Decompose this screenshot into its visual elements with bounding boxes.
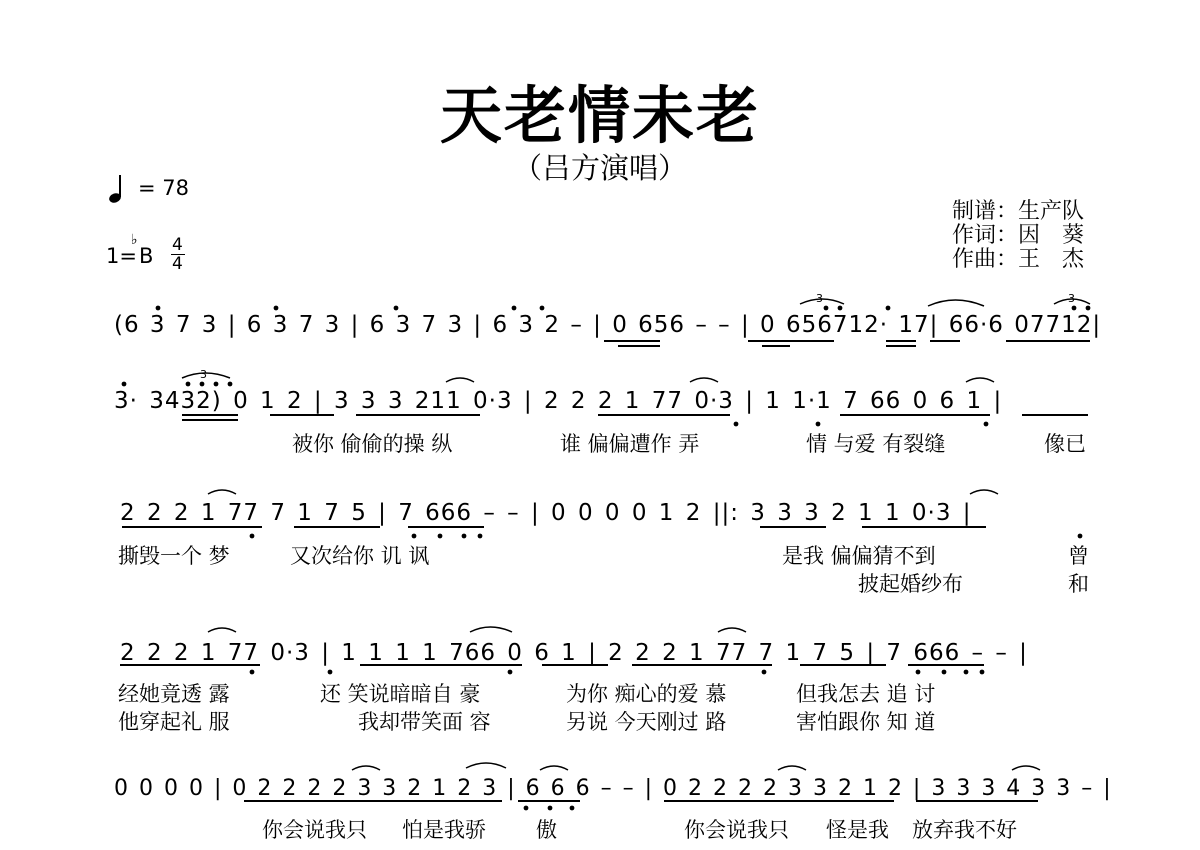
lyric-row-4-verse2-c: 另说 今天刚过 路 xyxy=(566,710,727,734)
notation-row-2: 3· 3432) 0 1 2 | 3 3 3 211 0·3 | 2 2 2 1 77 0·3 | 1 1·1 7 66 0 6 1 | xyxy=(114,388,1003,414)
lyric-row-3-c: 是我 偏偏猜不到 xyxy=(782,544,936,568)
svg-text:3: 3 xyxy=(816,292,823,305)
time-signature-top: 4 xyxy=(172,235,183,255)
lyric-row-4-c: 为你 痴心的爱 慕 xyxy=(566,682,727,706)
lyric-row-5-b: 怕是我骄 xyxy=(402,818,486,842)
notation-row-3: 2 2 2 1 77 7 1 7 5 | 7 666 – – | 0 0 0 0 1 2 ||: 3 3 3 2 1 1 0·3 | xyxy=(120,500,972,526)
lyric-row-4-b: 还 笑说暗暗自 豪 xyxy=(320,682,481,706)
key-note: B xyxy=(139,244,154,268)
lyric-row-3-verse2-b: 和 xyxy=(1068,572,1089,596)
svg-text:3: 3 xyxy=(1068,292,1075,305)
notation-row-1: (6 3 7 3 | 6 3 7 3 | 6 3 7 3 | 6 3 2 – | 0 656 – – | 0 656712· 17| 66·6 07712| xyxy=(114,312,1102,338)
page-subtitle: （吕方演唱） xyxy=(512,151,687,185)
notation-row-4: 2 2 2 1 77 0·3 | 1 1 1 1 766 0 6 1 | 2 2 2 1 77 7 1 7 5 | 7 666 – – | xyxy=(120,640,1028,666)
lyric-row-4-verse2-a: 他穿起礼 服 xyxy=(118,710,230,734)
lyric-row-5-a: 你会说我只 xyxy=(262,818,367,842)
time-signature-bottom: 4 xyxy=(172,254,183,274)
lyric-row-5-d: 你会说我只 xyxy=(684,818,789,842)
lyric-row-2-b: 谁 偏偏遭作 弄 xyxy=(560,432,700,456)
lyric-row-2-c: 情 与爱 有裂缝 xyxy=(806,432,946,456)
page-title: 天老情未老 xyxy=(439,79,760,152)
svg-text:3: 3 xyxy=(200,368,207,381)
lyric-row-3-verse2-a: 披起婚纱布 xyxy=(858,572,963,596)
lyric-row-2-a: 被你 偷偷的操 纵 xyxy=(292,432,453,456)
lyric-row-2-d: 像已 xyxy=(1044,432,1086,456)
notation-row-5: 0 0 0 0 | 0 2 2 2 2 3 3 2 1 2 3 | 6 6 6 – – | 0 2 2 2 2 3 3 2 1 2 | 3 3 3 4 3 3 – | xyxy=(114,776,1112,801)
lyric-row-4-verse2-d: 害怕跟你 知 道 xyxy=(796,710,936,734)
credit-lyricist: 作词：因 葵 xyxy=(952,223,1085,248)
lyric-row-5-e: 怪是我 xyxy=(826,818,889,842)
lyric-row-3-a: 撕毁一个 梦 xyxy=(118,544,230,568)
credit-composer: 作曲：王 杰 xyxy=(952,247,1085,272)
lyric-row-5-f: 放弃我不好 xyxy=(912,818,1017,842)
lyric-row-3-d: 曾 xyxy=(1068,544,1089,568)
flat-sign: ♭ xyxy=(131,232,138,248)
lyric-row-5-c: 傲 xyxy=(536,818,557,842)
credit-arranger: 制谱：生产队 xyxy=(952,199,1085,224)
lyric-row-4-d: 但我怎去 追 讨 xyxy=(796,682,936,706)
key-prefix: 1= xyxy=(106,244,137,268)
lyric-row-3-b: 又次给你 讥 讽 xyxy=(290,544,430,568)
tempo-value: = 78 xyxy=(138,176,189,200)
lyric-row-4-a: 经她竟透 露 xyxy=(118,682,230,706)
lyric-row-4-verse2-b: 我却带笑面 容 xyxy=(358,710,491,734)
